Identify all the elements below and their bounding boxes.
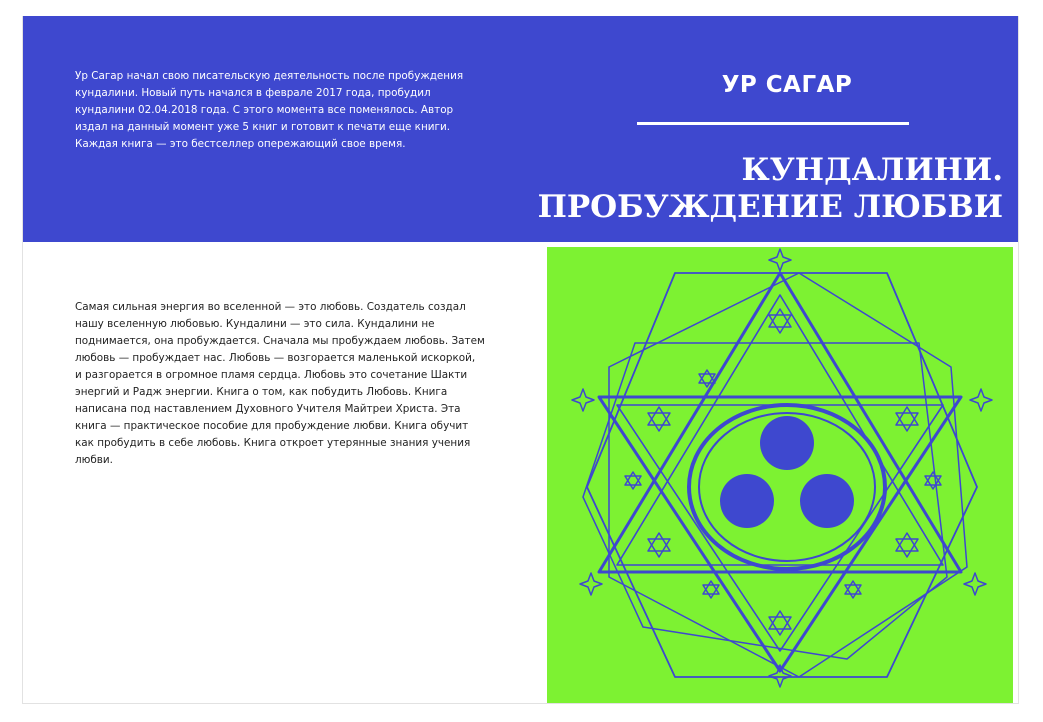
author-name: УР САГАР xyxy=(721,72,853,98)
book-title-line-1: КУНДАЛИНИ. xyxy=(741,152,1003,188)
circle-right xyxy=(800,474,854,528)
star-left-lower xyxy=(648,533,670,551)
circle-top xyxy=(760,416,814,470)
title-divider xyxy=(637,122,909,125)
book-title xyxy=(523,152,1003,226)
sparkle-top xyxy=(769,249,791,271)
sparkle-left xyxy=(572,389,594,411)
book-title-line-2: ПРОБУЖДЕНИЕ ЛЮБВИ xyxy=(537,189,1003,225)
cover-artwork xyxy=(547,247,1013,704)
star-left-upper xyxy=(648,407,670,425)
book-cover xyxy=(22,16,1019,704)
star-right-lower xyxy=(896,533,918,551)
sparkle-right xyxy=(970,389,992,411)
hexagram-mandala-icon xyxy=(547,247,1013,704)
sparkle-right-low xyxy=(964,573,986,595)
star-right-upper xyxy=(896,407,918,425)
author-bio-text: Ур Сагар начал свою писательскую деятельность после пробуждения кундалини. Новый путь начался в феврале 2017 года, пробудил кундалини 02.04.2018 года. С этого момента все поменялось. Автор издал на данный момент уже 5 книг и готовит к печати еще книги. Каждая книга — это бестселлер опережающий свое время. xyxy=(75,70,464,150)
book-synopsis: Самая сильная энергия во вселенной — это любовь. Создатель создал нашу вселенную любовью. Кундалини — это сила. Кундалини не поднимается, она пробуждается. Сначала мы пробуждаем любовь. Затем любовь — пробуждает нас. Любовь — возгорается маленькой искоркой, и разгорается в огромное пламя сердца. Любовь это сочетание Шакти энергий и Радж энергии. Книга о том, как побудить Любовь. Книга написана под наставлением Духовного Учителя Майтреи Христа. Эта книга — практическое пособие для пробуждение любви. Книга обучит как пробудить в себе любовь. Книга откроет утерянные знания учения любви. xyxy=(75,301,485,466)
star-bottom xyxy=(769,611,791,629)
circle-left xyxy=(720,474,774,528)
sparkle-left-low xyxy=(580,573,602,595)
star-top xyxy=(769,309,791,327)
top-color-band xyxy=(23,16,1019,242)
